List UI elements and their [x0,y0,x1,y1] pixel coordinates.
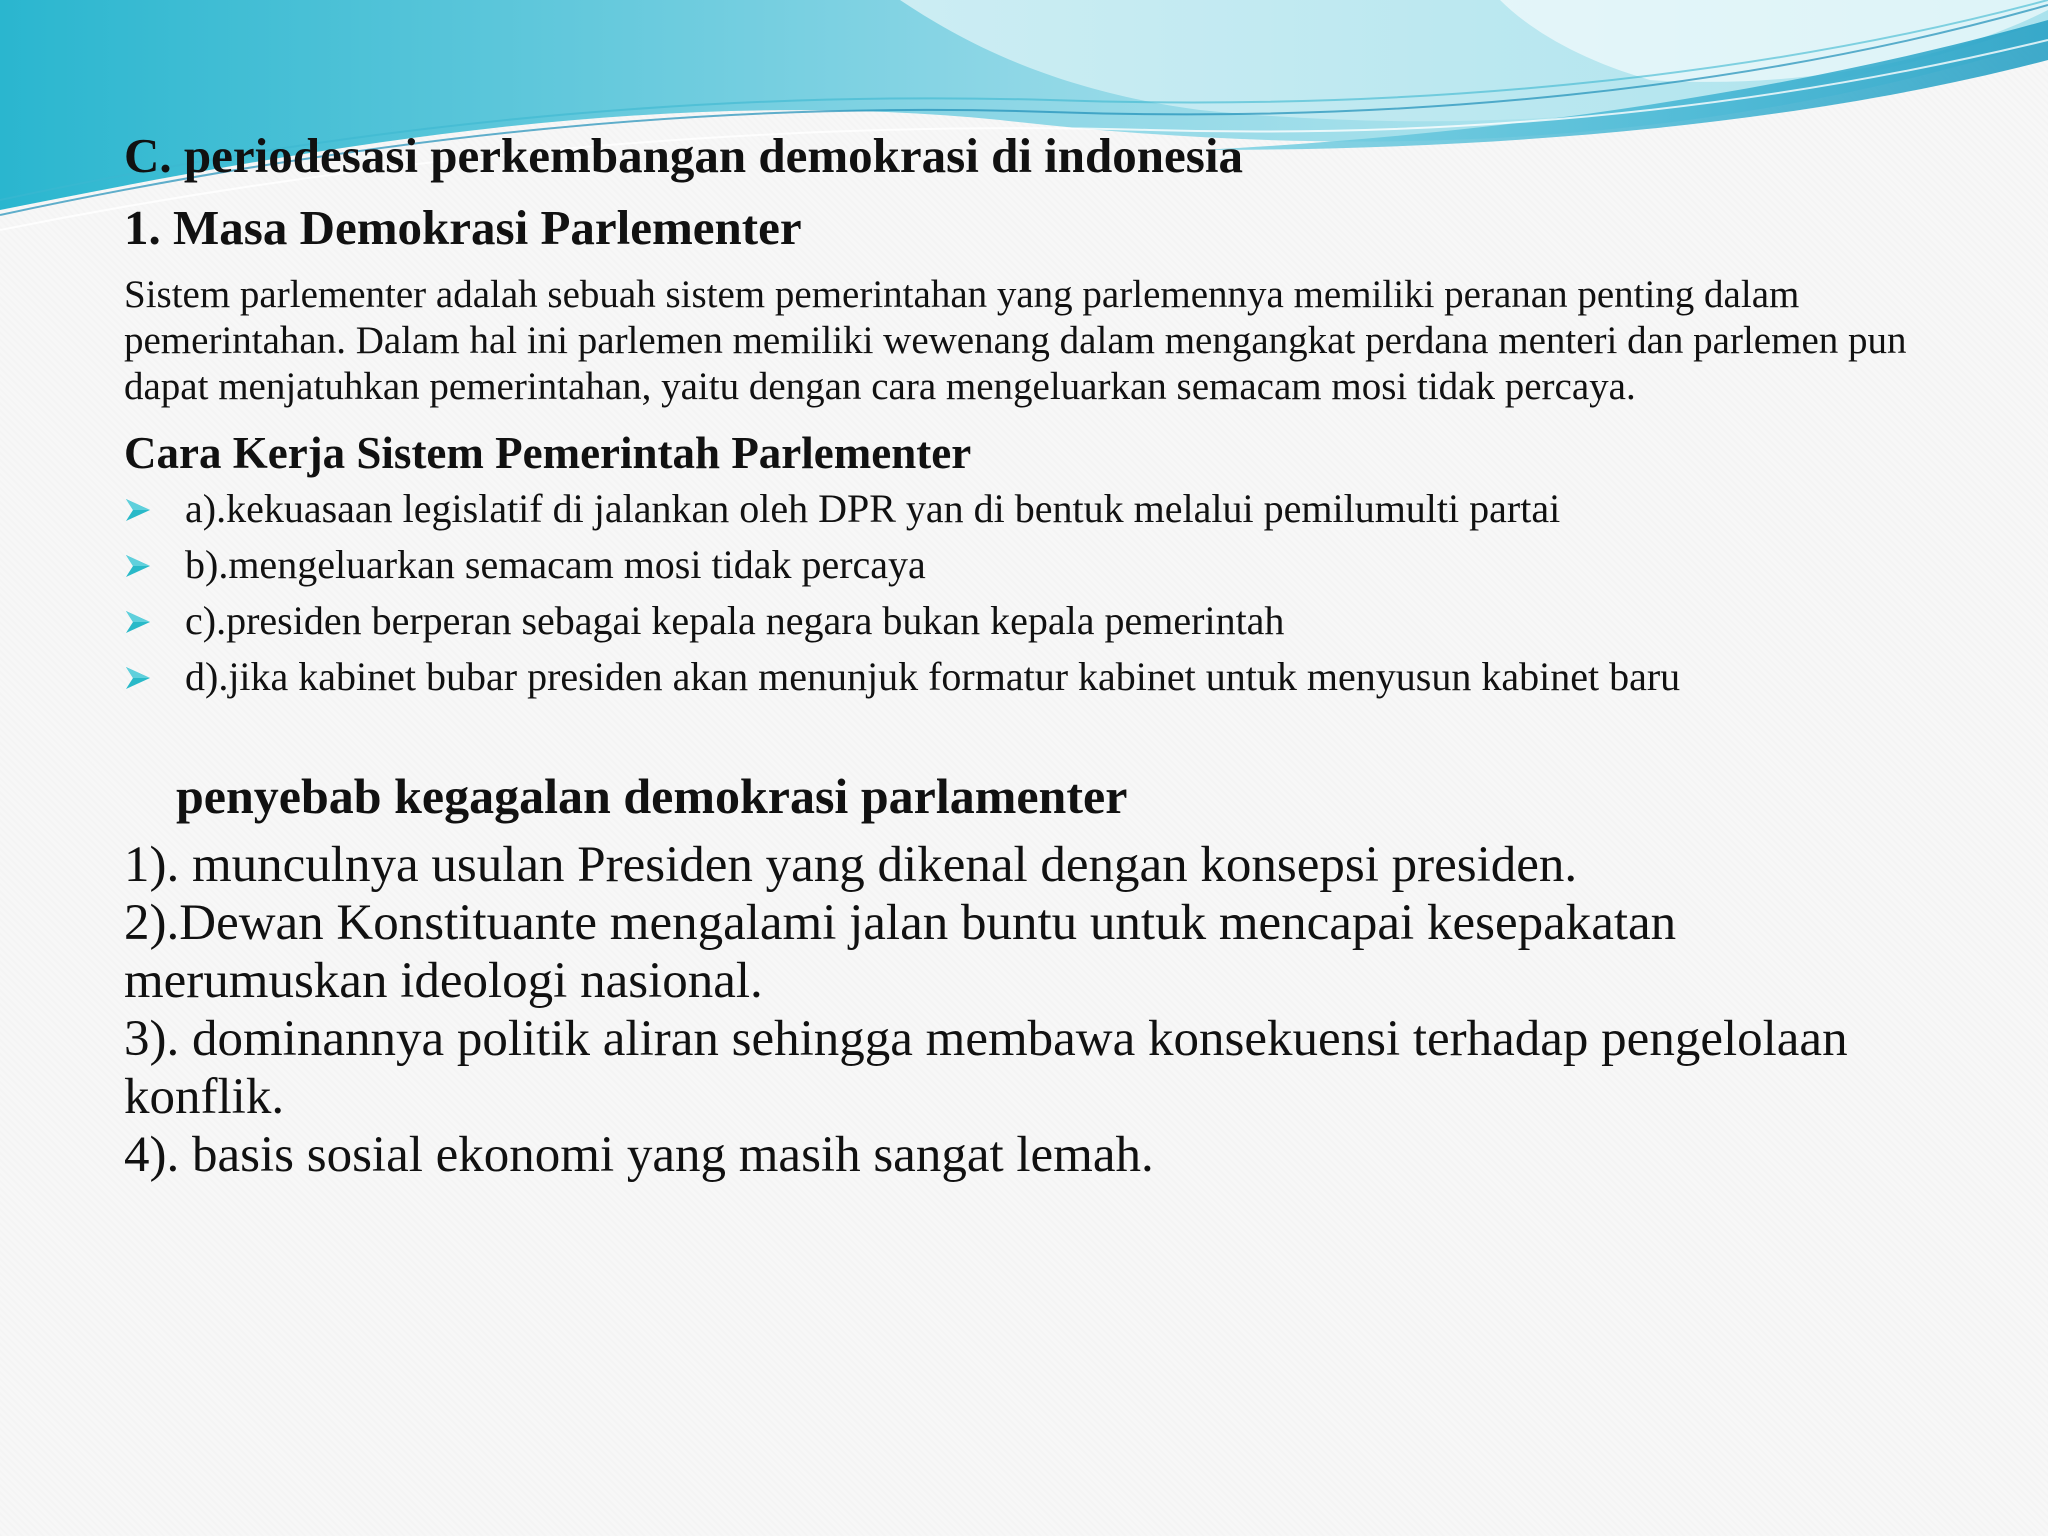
list-item-text: d).jika kabinet bubar presiden akan menunjuk formatur kabinet untuk menyusun kabinet baru [185,654,1681,699]
arrowhead-bullet-icon [124,496,152,524]
how-it-works-list [124,486,1944,700]
list-item [124,598,1965,644]
how-it-works-heading: Cara Kerja Sistem Pemerintah Parlementer [124,428,972,478]
list-item [124,542,1965,588]
failure-causes-list [124,836,1944,1184]
definition-paragraph: Sistem parlementer adalah sebuah sistem pemerintahan yang parlemennya memiliki peranan penting dalam pemerintahan. Dalam hal ini parlemen memiliki wewenang dalam mengangkat perdana menteri dan parlemen pun dapat menjatuhkan pemerintahan, yaitu dengan cara mengeluarkan semacam mosi tidak percaya. [124,273,1907,408]
list-item [124,486,1965,532]
arrowhead-bullet-icon [124,552,152,580]
section-heading: C. periodesasi perkembangan demokrasi di indonesia [124,128,1243,183]
slide-content [124,124,1944,1184]
cause-item: 4). basis sosial ekonomi yang masih sangat lemah. [124,1127,1154,1183]
subsection-heading: 1. Masa Demokrasi Parlementer [124,200,802,255]
list-item [124,654,1965,700]
cause-item: 1). munculnya usulan Presiden yang dikenal dengan konsepsi presiden. [124,837,1578,893]
list-item-text: b).mengeluarkan semacam mosi tidak percaya [185,542,926,587]
list-item-text: a).kekuasaan legislatif di jalankan oleh DPR yan di bentuk melalui pemilumulti partai [185,486,1561,531]
list-item-text: c).presiden berperan sebagai kepala negara bukan kepala pemerintah [185,598,1285,643]
failure-causes-heading: penyebab kegagalan demokrasi parlamenter [176,768,1128,824]
arrowhead-bullet-icon [124,608,152,636]
arrowhead-bullet-icon [124,664,152,692]
cause-item: 3). dominannya politik aliran sehingga membawa konsekuensi terhadap pengelolaan konflik. [124,1011,1848,1125]
cause-item: 2).Dewan Konstituante mengalami jalan buntu untuk mencapai kesepakatan merumuskan ideologi nasional. [124,895,1677,1009]
